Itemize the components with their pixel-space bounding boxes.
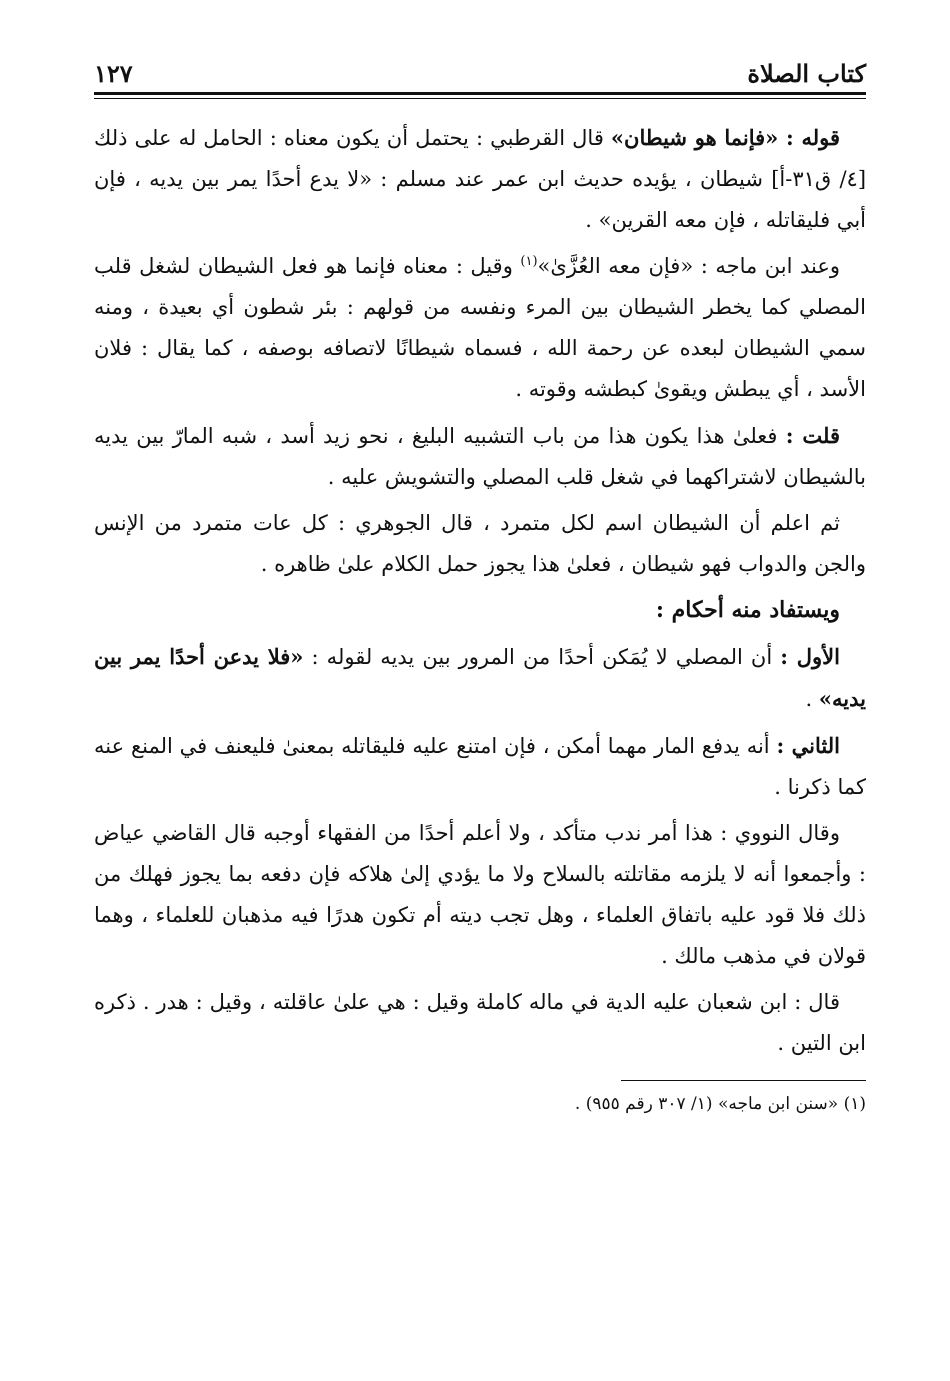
paragraph-lead: الثاني :	[776, 733, 840, 758]
paragraph-lead: قوله : «فإنما هو شيطان»	[610, 125, 840, 150]
footnotes	[94, 1089, 866, 1119]
paragraph-text: وقال النووي : هذا أمر ندب متأكد ، ولا أعلم أحدًا من الفقهاء أوجبه قال القاضي عياض : وأجمعوا أنه لا يلزمه مقاتلته بالسلاح ولا ما يؤدي إلىٰ هلاكه فإن دفعه بما يجوز فهلك من ذلك فلا قود عليه باتفاق العلماء ، وهل تجب ديته أم تكون هدرًا فيه مذهبان للعلماء ، وهما قولان في مذهب مالك .	[94, 821, 866, 968]
paragraph-8	[94, 982, 866, 1064]
paragraph-5	[94, 636, 866, 720]
header-rule-thick	[94, 92, 866, 95]
section-heading: ويستفاد منه أحكام :	[655, 597, 840, 623]
paragraph-text: فعلىٰ هذا يكون هذا من باب التشبيه البليغ ، نحو زيد أسد ، شبه المارّ بين يديه بالشيطان لاشتراكهما في شغل قلب المصلي والتشويش عليه .	[94, 424, 866, 489]
paragraph-text: قال : ابن شعبان عليه الدية في ماله كاملة وقيل : هي علىٰ عاقلته ، وقيل : هدر . ذكره ابن التين .	[94, 990, 866, 1055]
header-rule-thin	[94, 98, 866, 99]
page-number: ١٢٧	[94, 59, 133, 88]
paragraph-6	[94, 725, 866, 808]
footnote-1: (١) «سنن ابن ماجه» (١/ ٣٠٧ رقم ٩٥٥) .	[574, 1094, 866, 1114]
paragraph-text: أن المصلي لا يُمَكن أحدًا من المرور بين يديه لقوله :	[303, 645, 781, 669]
paragraph-4	[94, 503, 866, 585]
paragraph-lead: قلت :	[785, 423, 840, 448]
paragraph-text: ثم اعلم أن الشيطان اسم لكل متمرد ، قال الجوهري : كل عات متمرد من الإنس والجن والدواب فهو شيطان ، فعلىٰ هذا يجوز حمل الكلام علىٰ ظاهره .	[94, 511, 866, 576]
paragraph-1	[94, 117, 866, 241]
paragraph-2	[94, 246, 866, 410]
quoted-hadith: «فلا يدعن أحدًا يمر بين يديه»	[94, 644, 866, 711]
paragraph-3	[94, 415, 866, 498]
paragraph-lead: الأول :	[780, 644, 840, 669]
paragraph-text: وعند ابن ماجه : «فإن معه العُزَّىٰ»	[537, 254, 840, 278]
paragraph-text: قال القرطبي : يحتمل أن يكون معناه : الحامل له على ذلك [٤/ ق٣١-أ] شيطان ، يؤيده حديث ابن عمر عند مسلم : «لا يدع أحدًا يمر بين يديه ، فإن أبي فليقاتله ، فإن معه القرين» .	[94, 126, 867, 232]
page-body	[94, 117, 866, 1064]
paragraph-text: وقيل : معناه فإنما هو فعل الشيطان لشغل قلب المصلي كما يخطر الشيطان بين المرء ونفسه من قولهم : بئر شطون أي بعيدة ، ومنه سمي الشيطان لبعده عن رحمة الله ، فسماه شيطانًا لاتصافه بوصفه ، كما يقال : فلان الأسد ، أي يبطش ويقوىٰ كبطشه وقوته .	[94, 254, 867, 401]
paragraph-text: أنه يدفع المار مهما أمكن ، فإن امتنع عليه فليقاتله بمعنىٰ فليعنف في المنع عنه كما ذكرنا .	[94, 734, 866, 799]
paragraph-text: .	[805, 687, 819, 711]
paragraph-7	[94, 813, 866, 977]
footnote-reference[interactable]: (١)	[520, 254, 538, 269]
footnote-separator	[621, 1080, 866, 1081]
running-header	[94, 40, 866, 86]
book-title: كتاب الصلاة	[747, 59, 866, 88]
